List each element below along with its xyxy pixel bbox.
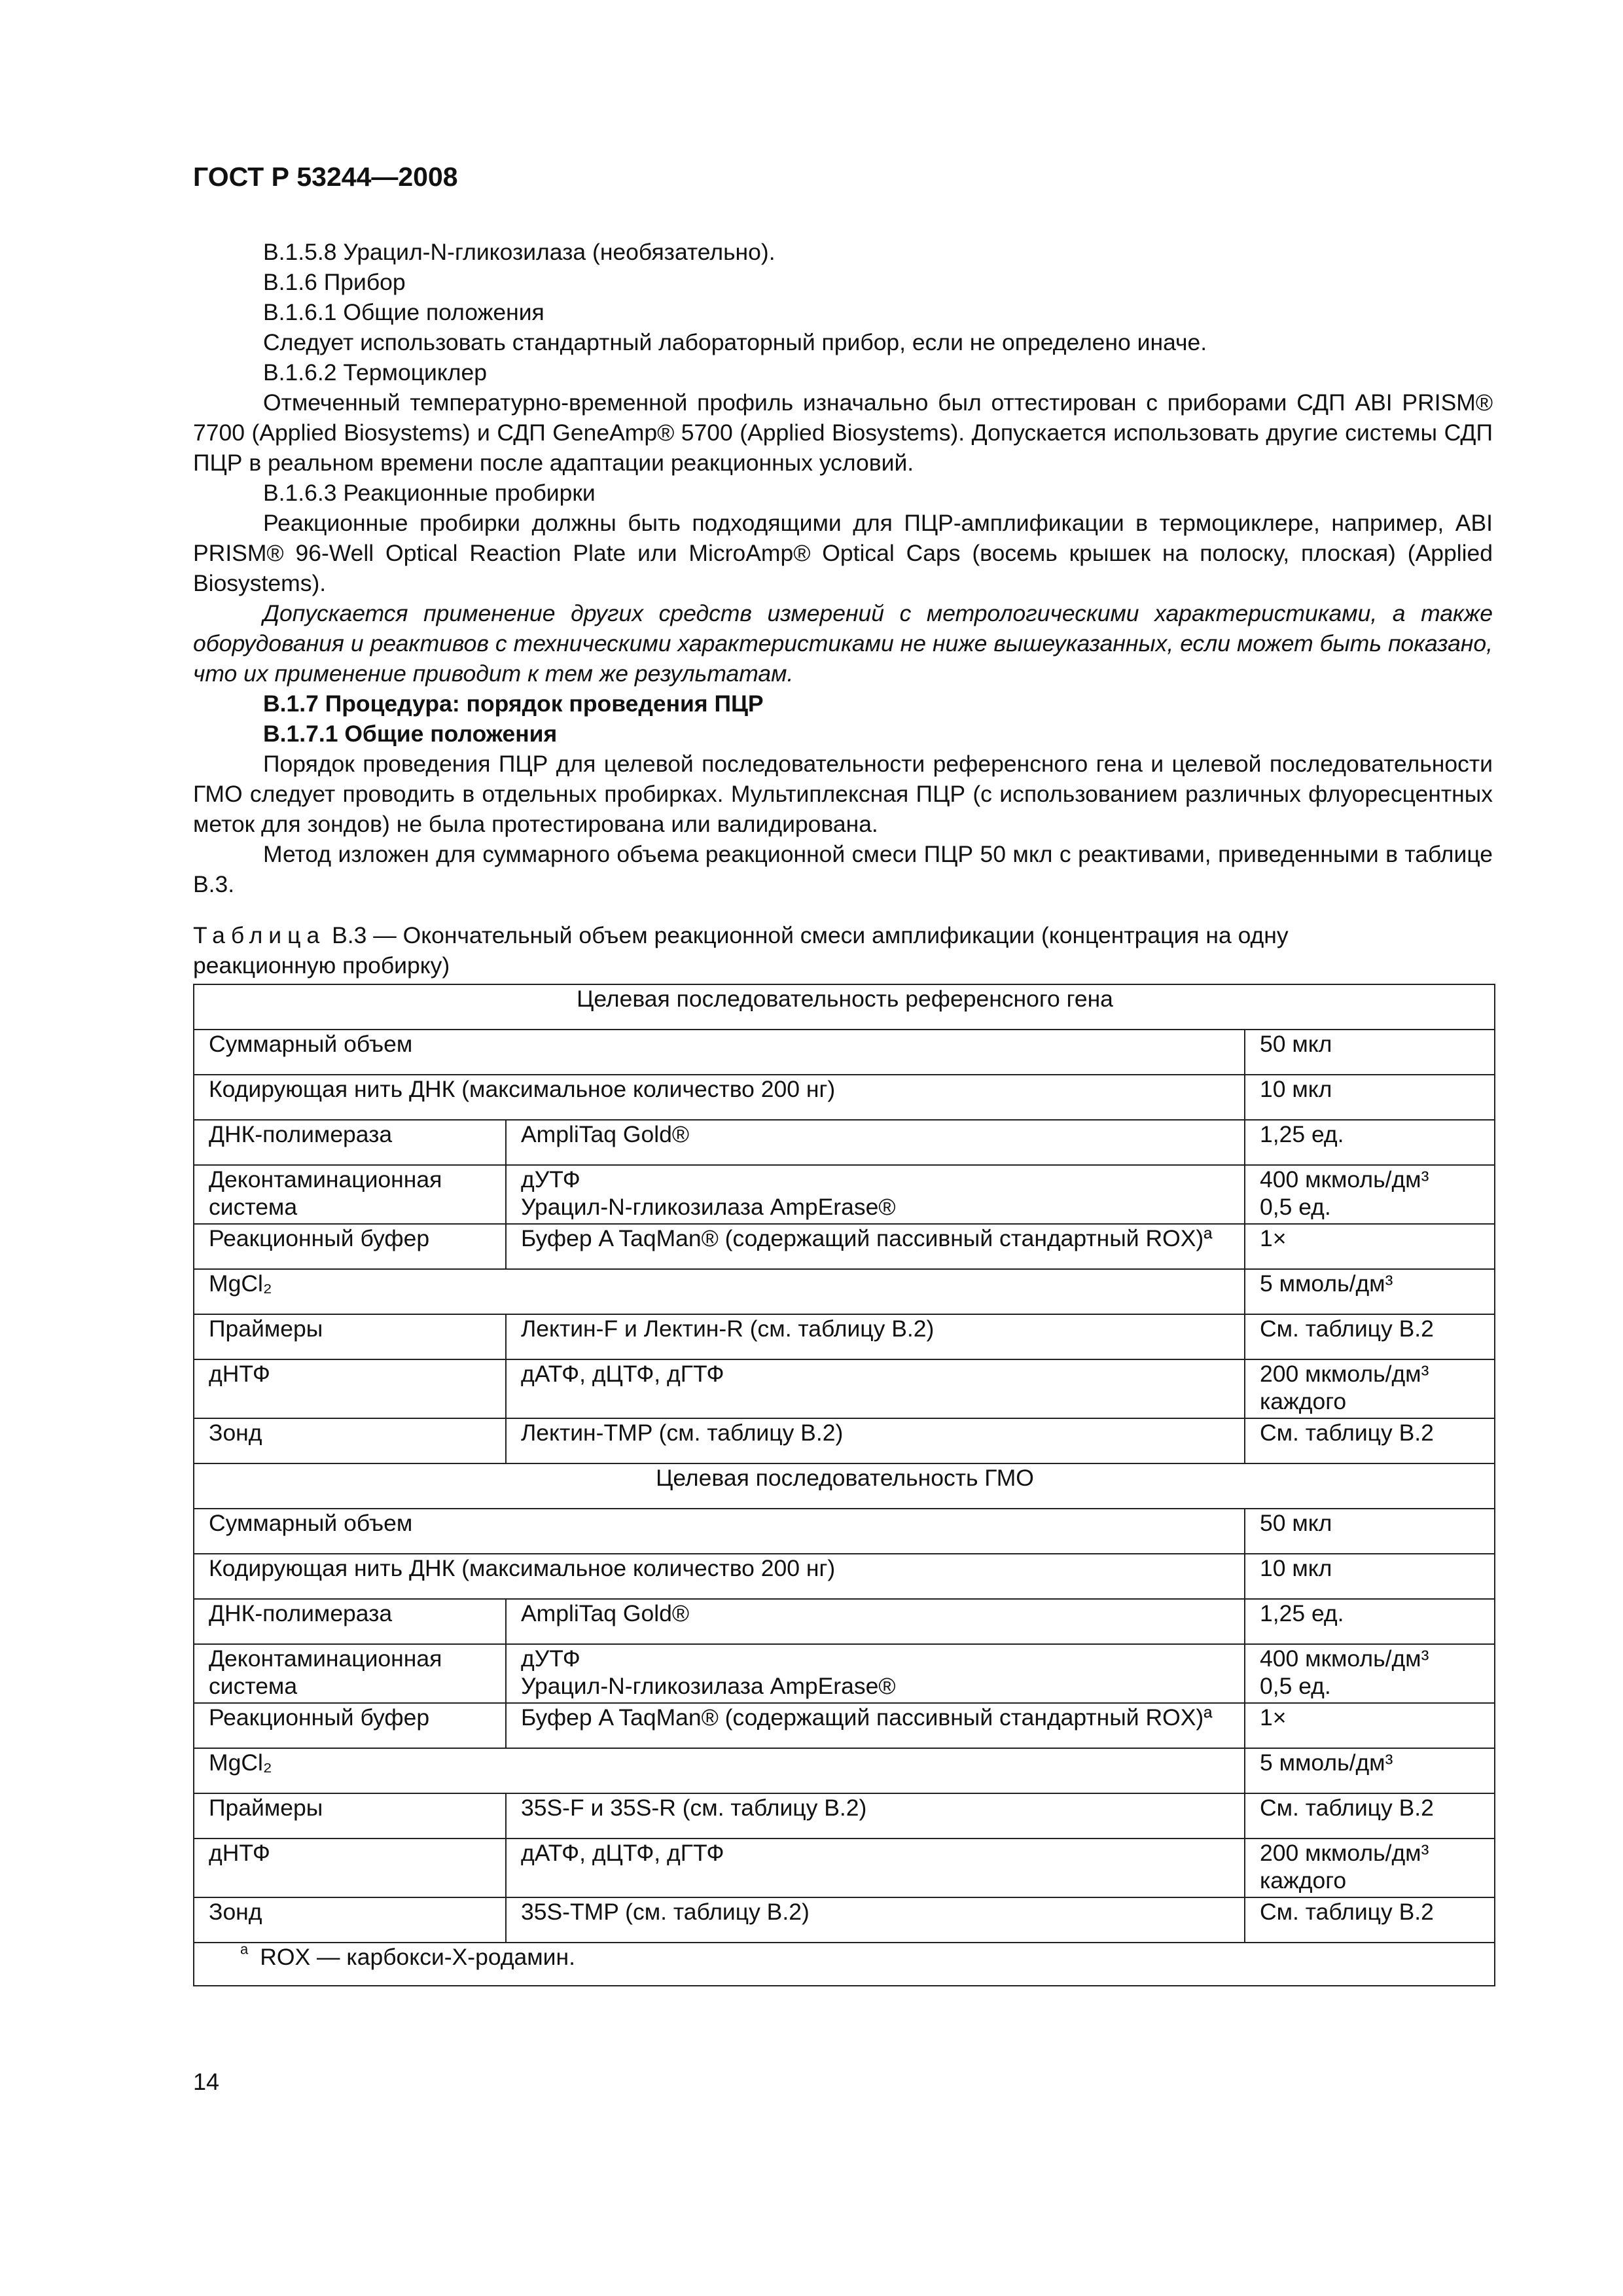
paragraph-thermocycler: Отмеченный температурно-временной профиль изначально был оттестирован с приборами СДП ABI PRISM® 7700 (Applied Biosystems) и СДП GeneAmp® 5700 (Applied Biosystems). Допускается использовать другие системы СДП ПЦР в реальном времени после адаптации реакционных условий. [193,389,1493,476]
table-row [194,1839,1495,1897]
table-row [194,1030,1495,1075]
paragraph-procedure: Порядок проведения ПЦР для целевой последовательности референсного гена и целевой последовательности ГМО следует проводить в отдельных пробирках. Мультиплексная ПЦР (с использованием различных флуоресцентных меток для зондов) не была протестирована или валидирована. [193,751,1493,837]
table-cell-parameter: Кодирующая нить ДНК (максимальное количество 200 нг) [194,1075,1245,1120]
table-cell-value [1245,1839,1495,1897]
table-row [194,1224,1495,1269]
footnote-mark: a [240,1943,249,1958]
table-cell-value: См. таблицу В.2 [1245,1314,1495,1359]
table-cell-value: 1× [1245,1703,1495,1748]
paragraph-b163: В.1.6.3 Реакционные пробирки [263,480,596,506]
table-cell-reagent [506,1165,1245,1224]
table-section-title: Целевая последовательность референсного гена [194,984,1495,1030]
table-cell-value: 50 мкл [1245,1509,1495,1554]
table-cell-parameter: дНТФ [194,1839,506,1897]
table-row [194,1509,1495,1554]
table-cell-value: 5 ммоль/дм³ [1245,1748,1495,1793]
table-row [194,1897,1495,1943]
table-cell-value [1245,1359,1495,1418]
table-cell-value: 50 мкл [1245,1030,1495,1075]
heading-b17: В.1.7 Процедура: порядок проведения ПЦР [263,691,764,717]
table-cell-value-line-1: 200 мкмоль/дм³ [1260,1840,1429,1866]
paragraph-b162: В.1.6.2 Термоциклер [263,359,487,386]
table-cell-parameter: Реакционный буфер [194,1224,506,1269]
table-cell-value: 10 мкл [1245,1554,1495,1599]
page-number: 14 [193,2068,220,2095]
table-cell-value-line-2: 0,5 ед. [1260,1194,1331,1220]
table-cell-value: 5 ммоль/дм³ [1245,1269,1495,1314]
table-cell-reagent: Буфер A TaqMan® (содержащий пассивный стандартный ROX)ª [506,1224,1245,1269]
table-cell-parameter: Праймеры [194,1314,506,1359]
table-cell-value: См. таблицу В.2 [1245,1897,1495,1943]
table-row [194,1418,1495,1463]
table-cell-reagent [506,1644,1245,1703]
table-cell-value-line-1: 400 мкмоль/дм³ [1260,1645,1429,1672]
table-cell-parameter: Зонд [194,1897,506,1943]
table-section-row [194,984,1495,1030]
table-row [194,1120,1495,1165]
table-cell-parameter: Суммарный объем [194,1030,1245,1075]
table-cell-parameter: Деконтаминационная система [194,1644,506,1703]
table-cell-reagent: 35S-TMP (см. таблицу В.2) [506,1897,1245,1943]
table-cell-reagent: Буфер A TaqMan® (содержащий пассивный стандартный ROX)ª [506,1703,1245,1748]
table-cell-parameter: ДНК-полимераза [194,1599,506,1644]
table-cell-parameter: дНТФ [194,1359,506,1418]
table-cell-reagent: Лектин-TMP (см. таблицу В.2) [506,1418,1245,1463]
table-cell-reagent: дАТФ, дЦТФ, дГТФ [506,1839,1245,1897]
table-row [194,1793,1495,1839]
table-cell-value: 10 мкл [1245,1075,1495,1120]
table-cell-parameter: Суммарный объем [194,1509,1245,1554]
table-cell-parameter: MgCl₂ [194,1269,1245,1314]
paragraph-b158: В.1.5.8 Урацил-N-гликозилаза (необязательно). [263,239,776,265]
table-cell-value-line-1: 400 мкмоль/дм³ [1260,1166,1429,1193]
paragraph-allowed-note: Допускается применение других средств измерений с метрологическими характеристиками, а также оборудования и реактивов с техническими характеристиками не ниже вышеуказанных, если может быть показано, что их применение приводит к тем же результатам. [193,600,1493,687]
table-row [194,1269,1495,1314]
table-cell-value-line-1: 200 мкмоль/дм³ [1260,1361,1429,1387]
heading-b171: В.1.7.1 Общие положения [263,721,558,747]
table-row [194,1599,1495,1644]
table-cell-value-line-2: 0,5 ед. [1260,1673,1331,1699]
table-cell-reagent: Лектин-F и Лектин-R (см. таблицу В.2) [506,1314,1245,1359]
table-footnote [194,1943,1495,1986]
table-cell-reagent: дАТФ, дЦТФ, дГТФ [506,1359,1245,1418]
paragraph-b16: В.1.6 Прибор [263,269,406,295]
table-cell-parameter: Кодирующая нить ДНК (максимальное количество 200 нг) [194,1554,1245,1599]
table-cell-value [1245,1165,1495,1224]
table-row [194,1554,1495,1599]
table-cell-reagent-line-2: Урацил-N-гликозилаза AmpErase® [521,1673,896,1699]
table-cell-reagent: 35S-F и 35S-R (см. таблицу В.2) [506,1793,1245,1839]
table-caption-text: В.3 — Окончательный объем реакционной смеси амплификации (концентрация на одну реакционную пробирку) [193,922,1289,978]
table-cell-parameter: Зонд [194,1418,506,1463]
table-cell-value [1245,1644,1495,1703]
table-row [194,1359,1495,1418]
table-row [194,1703,1495,1748]
table-footnote-row [194,1943,1495,1986]
table-cell-reagent-line-2: Урацил-N-гликозилаза AmpErase® [521,1194,896,1220]
table-cell-value-line-2: каждого [1260,1388,1347,1414]
paragraph-b161: В.1.6.1 Общие положения [263,299,544,325]
table-row [194,1165,1495,1224]
table-cell-parameter: Реакционный буфер [194,1703,506,1748]
table-cell-parameter: ДНК-полимераза [194,1120,506,1165]
table-caption [193,920,1371,980]
footnote-text: ROX — карбокси-X-родамин. [260,1944,575,1970]
table-cell-value: 1,25 ед. [1245,1599,1495,1644]
table-caption-label: Таблица [193,922,326,948]
table-cell-value: См. таблицу В.2 [1245,1793,1495,1839]
table-cell-value-line-2: каждого [1260,1867,1347,1893]
table-cell-parameter: Праймеры [194,1793,506,1839]
table-cell-value: См. таблицу В.2 [1245,1418,1495,1463]
document-header: ГОСТ Р 53244—2008 [193,162,458,192]
table-section-title: Целевая последовательность ГМО [194,1463,1495,1509]
table-cell-parameter: Деконтаминационная система [194,1165,506,1224]
table-cell-reagent-line-1: дУТФ [521,1645,580,1672]
paragraph-tubes: Реакционные пробирки должны быть подходящими для ПЦР-амплификации в термоциклере, например, ABI PRISM® 96-Well Optical Reaction Plate или MicroAmp® Optical Caps (восемь крышек на полоску, плоская) (Applied Biosystems). [193,510,1493,596]
table-cell-reagent: AmpliTaq Gold® [506,1599,1245,1644]
reaction-mix-table [193,984,1495,1986]
paragraph-instrument: Следует использовать стандартный лабораторный прибор, если не определено иначе. [263,329,1207,355]
table-row [194,1314,1495,1359]
table-cell-value: 1× [1245,1224,1495,1269]
table-row [194,1075,1495,1120]
table-cell-reagent-line-1: дУТФ [521,1166,580,1193]
table-cell-parameter: MgCl₂ [194,1748,1245,1793]
table-row [194,1644,1495,1703]
table-cell-reagent: AmpliTaq Gold® [506,1120,1245,1165]
table-row [194,1748,1495,1793]
paragraph-method: Метод изложен для суммарного объема реакционной смеси ПЦР 50 мкл с реактивами, приведенными в таблице В.3. [193,841,1493,897]
table-section-row [194,1463,1495,1509]
table-cell-value: 1,25 ед. [1245,1120,1495,1165]
document-body [193,237,1493,899]
